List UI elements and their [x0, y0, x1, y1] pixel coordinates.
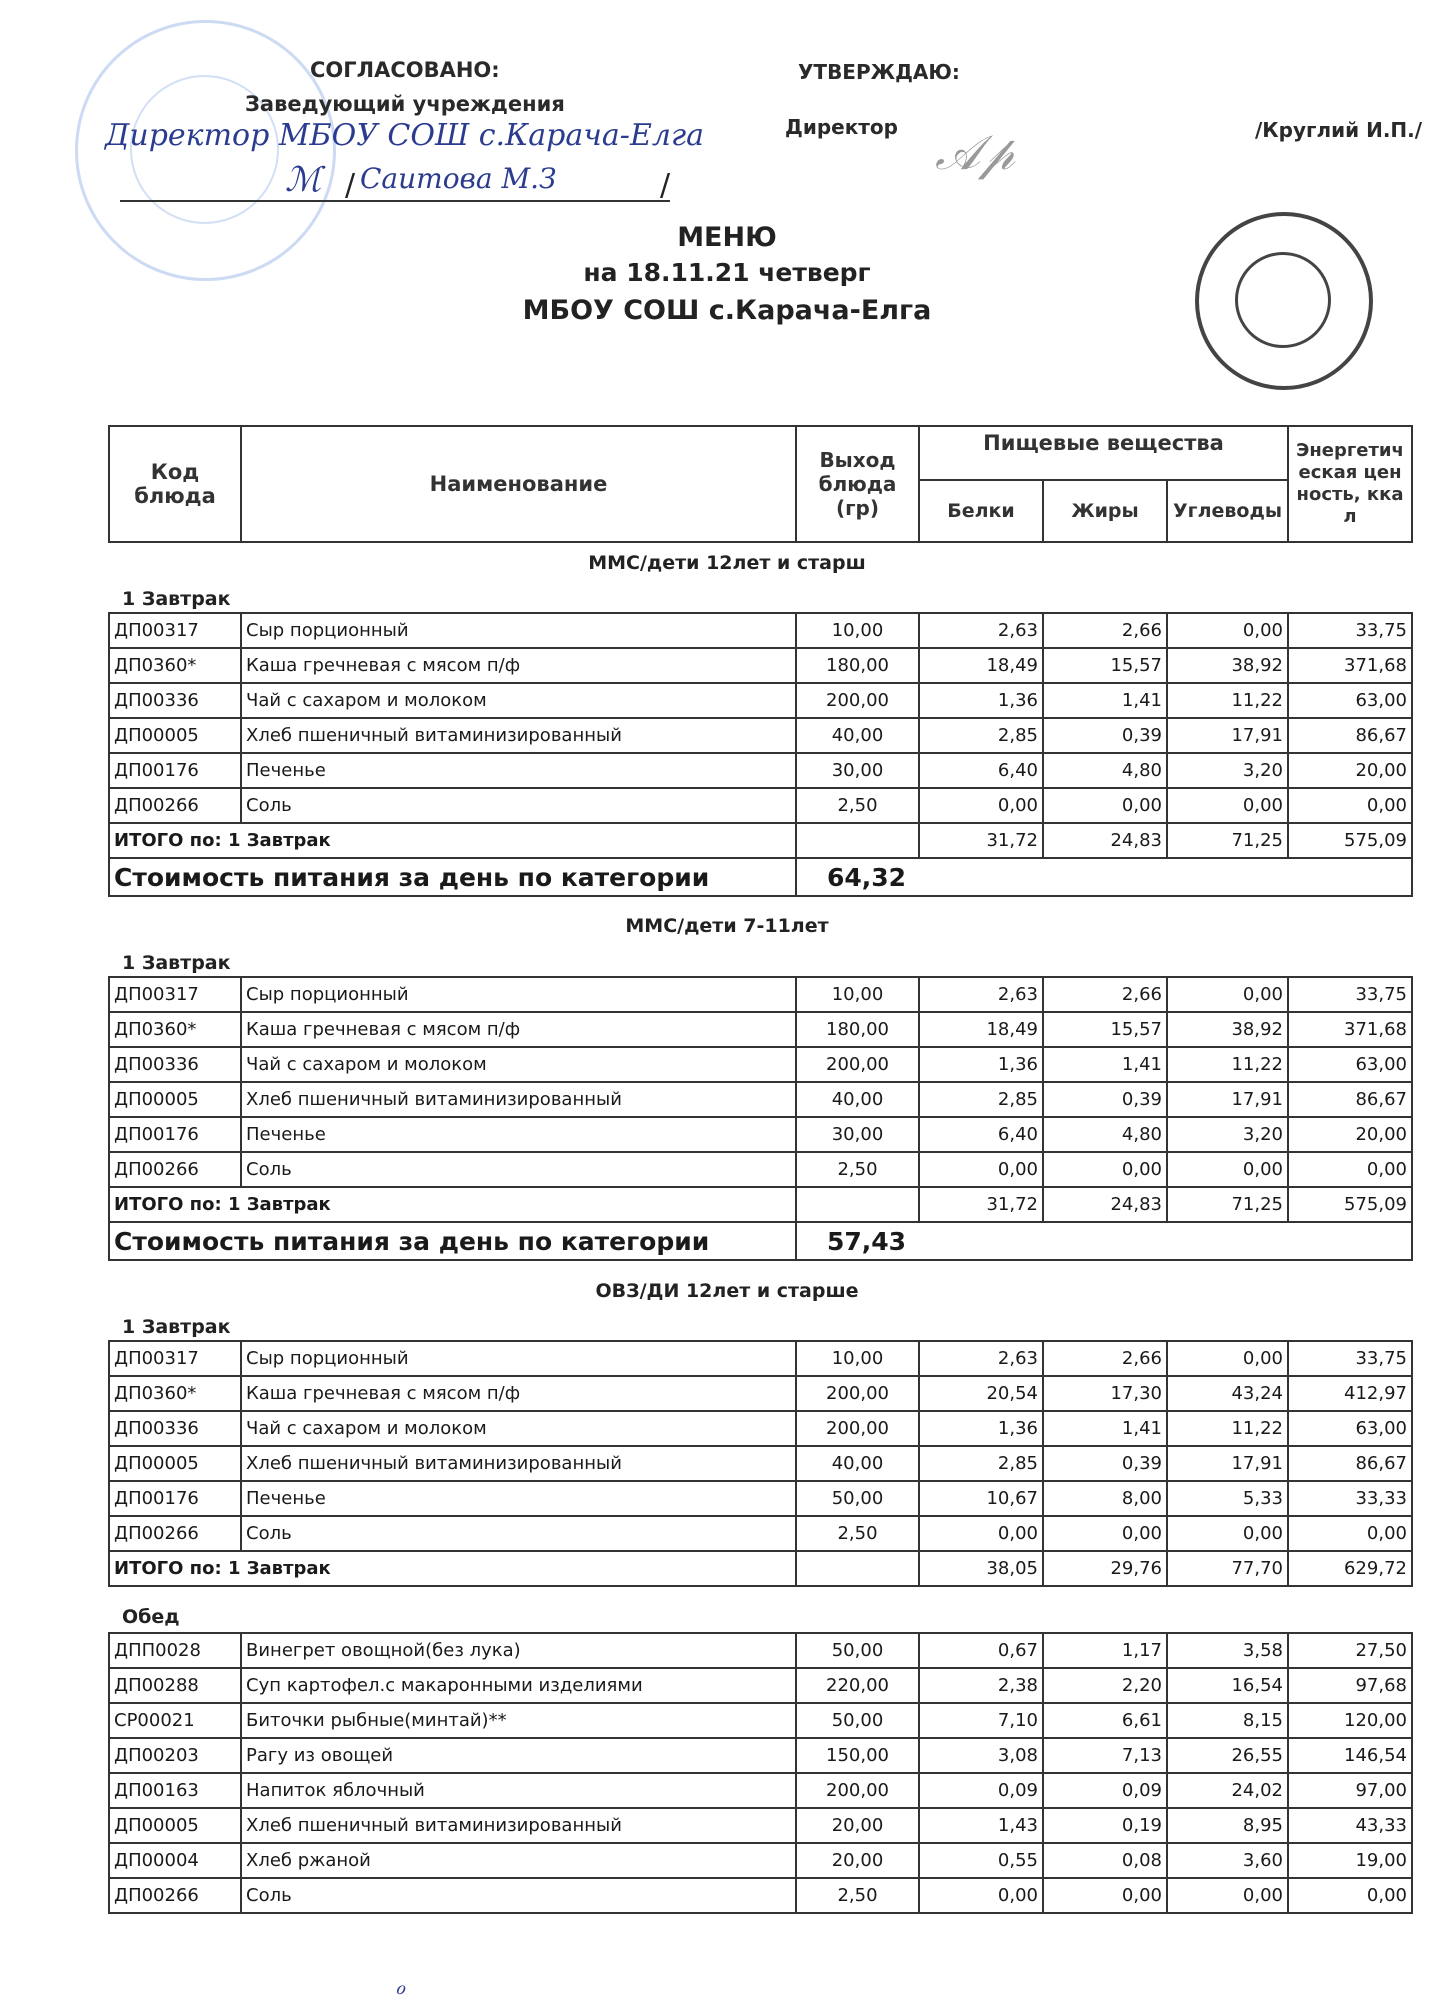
fats: 2,66: [1043, 1341, 1167, 1376]
menu-date: на 18.11.21 четверг: [583, 258, 871, 287]
dish-code: ДП0360*: [109, 648, 241, 683]
proteins: 0,00: [919, 1152, 1043, 1187]
fats: 0,19: [1043, 1808, 1167, 1843]
fats: 15,57: [1043, 1012, 1167, 1047]
dish-output: 200,00: [796, 1047, 919, 1082]
energy: 33,75: [1288, 1341, 1412, 1376]
dish-output: 150,00: [796, 1738, 919, 1773]
dish-code: ДП00004: [109, 1843, 241, 1878]
proteins: 2,85: [919, 1446, 1043, 1481]
dish-code: ДП00336: [109, 1411, 241, 1446]
slash-right: /: [660, 168, 671, 203]
proteins: 20,54: [919, 1376, 1043, 1411]
total-output: [796, 1187, 919, 1222]
carbs: 17,91: [1167, 718, 1288, 753]
total-energy: 629,72: [1288, 1551, 1412, 1586]
proteins: 18,49: [919, 1012, 1043, 1047]
dish-name: Рагу из овощей: [241, 1738, 796, 1773]
fats: 0,00: [1043, 1878, 1167, 1913]
header-code: Код блюда: [109, 426, 241, 542]
approve-position: Директор: [785, 115, 898, 139]
dish-name: Хлеб пшеничный витаминизированный: [241, 1082, 796, 1117]
table-row: [109, 1446, 1412, 1481]
dish-name: Печенье: [241, 1481, 796, 1516]
proteins: 2,63: [919, 613, 1043, 648]
dish-code: ДПП0028: [109, 1633, 241, 1668]
carbs: 0,00: [1167, 977, 1288, 1012]
proteins: 10,67: [919, 1481, 1043, 1516]
meal-label-lunch: Обед: [122, 1606, 180, 1628]
proteins: 0,00: [919, 788, 1043, 823]
energy: 27,50: [1288, 1633, 1412, 1668]
fats: 0,39: [1043, 718, 1167, 753]
total-energy: 575,09: [1288, 1187, 1412, 1222]
cost-value: 64,32: [796, 858, 1412, 896]
total-fats: 24,83: [1043, 823, 1167, 858]
energy: 86,67: [1288, 1082, 1412, 1117]
carbs: 26,55: [1167, 1738, 1288, 1773]
cost-row: [109, 858, 1412, 896]
carbs: 0,00: [1167, 788, 1288, 823]
fats: 15,57: [1043, 648, 1167, 683]
dish-output: 10,00: [796, 613, 919, 648]
approve-label: УТВЕРЖДАЮ:: [798, 60, 960, 84]
table-row: [109, 1808, 1412, 1843]
school-name: МБОУ СОШ с.Карача-Елга: [522, 295, 932, 326]
dish-output: 200,00: [796, 683, 919, 718]
fats: 4,80: [1043, 753, 1167, 788]
fats: 1,41: [1043, 683, 1167, 718]
energy: 0,00: [1288, 1152, 1412, 1187]
fats: 0,00: [1043, 1516, 1167, 1551]
menu-header-table: [108, 425, 1413, 543]
dish-output: 2,50: [796, 788, 919, 823]
table-row: [109, 1047, 1412, 1082]
carbs: 8,95: [1167, 1808, 1288, 1843]
approve-signer: /Круглий И.П./: [1255, 118, 1423, 142]
total-carbs: 77,70: [1167, 1551, 1288, 1586]
dish-name: Соль: [241, 1152, 796, 1187]
dish-output: 2,50: [796, 1878, 919, 1913]
header-fats: Жиры: [1043, 480, 1167, 542]
energy: 412,97: [1288, 1376, 1412, 1411]
energy: 63,00: [1288, 683, 1412, 718]
director-signature: 𝒜𝓅: [935, 125, 1015, 181]
dish-name: Хлеб пшеничный витаминизированный: [241, 718, 796, 753]
fats: 0,08: [1043, 1843, 1167, 1878]
fats: 6,61: [1043, 1703, 1167, 1738]
proteins: 2,38: [919, 1668, 1043, 1703]
energy: 0,00: [1288, 788, 1412, 823]
dish-name: Биточки рыбные(минтай)**: [241, 1703, 796, 1738]
energy: 97,68: [1288, 1668, 1412, 1703]
table-row: [109, 1516, 1412, 1551]
dish-code: ДП00163: [109, 1773, 241, 1808]
dish-output: 20,00: [796, 1808, 919, 1843]
dish-code: ДП00266: [109, 1878, 241, 1913]
total-fats: 24,83: [1043, 1187, 1167, 1222]
total-proteins: 31,72: [919, 1187, 1043, 1222]
header-proteins: Белки: [919, 480, 1043, 542]
total-label: ИТОГО по: 1 Завтрак: [109, 823, 796, 858]
dish-output: 220,00: [796, 1668, 919, 1703]
table-row: [109, 1738, 1412, 1773]
proteins: 0,00: [919, 1516, 1043, 1551]
table-row: [109, 1481, 1412, 1516]
proteins: 0,09: [919, 1773, 1043, 1808]
proteins: 0,67: [919, 1633, 1043, 1668]
energy: 20,00: [1288, 753, 1412, 788]
table-row: [109, 1341, 1412, 1376]
header-nutrients: Пищевые вещества: [919, 426, 1288, 480]
dish-name: Каша гречневая с мясом п/ф: [241, 1376, 796, 1411]
energy: 19,00: [1288, 1843, 1412, 1878]
total-fats: 29,76: [1043, 1551, 1167, 1586]
fats: 0,39: [1043, 1446, 1167, 1481]
proteins: 0,55: [919, 1843, 1043, 1878]
dish-code: ДП00266: [109, 1152, 241, 1187]
agreed-position: Заведующий учреждения: [245, 92, 565, 116]
table-row: [109, 1376, 1412, 1411]
proteins: 6,40: [919, 1117, 1043, 1152]
carbs: 16,54: [1167, 1668, 1288, 1703]
dish-name: Соль: [241, 788, 796, 823]
total-output: [796, 823, 919, 858]
dish-output: 200,00: [796, 1376, 919, 1411]
dish-code: ДП00176: [109, 1117, 241, 1152]
header-output: Выход блюда (гр): [796, 426, 919, 542]
fats: 8,00: [1043, 1481, 1167, 1516]
fats: 4,80: [1043, 1117, 1167, 1152]
total-label: ИТОГО по: 1 Завтрак: [109, 1187, 796, 1222]
dish-output: 50,00: [796, 1633, 919, 1668]
dish-output: 180,00: [796, 648, 919, 683]
dish-code: ДП0360*: [109, 1012, 241, 1047]
dish-code: ДП00317: [109, 977, 241, 1012]
agreed-handwritten-note: Директор МБОУ СОШ с.Карача-Елга: [105, 118, 704, 153]
agreed-signer-name: Саитова М.З: [360, 162, 557, 195]
dish-name: Чай с сахаром и молоком: [241, 1411, 796, 1446]
total-row: [109, 823, 1412, 858]
table-row: [109, 718, 1412, 753]
total-proteins: 38,05: [919, 1551, 1043, 1586]
table-row: [109, 613, 1412, 648]
dish-name: Винегрет овощной(без лука): [241, 1633, 796, 1668]
total-carbs: 71,25: [1167, 823, 1288, 858]
fats: 2,20: [1043, 1668, 1167, 1703]
dish-name: Суп картофел.с макаронными изделиями: [241, 1668, 796, 1703]
dish-name: Сыр порционный: [241, 977, 796, 1012]
proteins: 1,36: [919, 1047, 1043, 1082]
dish-output: 50,00: [796, 1481, 919, 1516]
bottom-handwriting: ℴ: [395, 1975, 406, 2000]
energy: 20,00: [1288, 1117, 1412, 1152]
proteins: 2,63: [919, 1341, 1043, 1376]
fats: 1,41: [1043, 1047, 1167, 1082]
carbs: 3,20: [1167, 753, 1288, 788]
table-row: [109, 788, 1412, 823]
dish-code: ДП0360*: [109, 1376, 241, 1411]
carbs: 3,58: [1167, 1633, 1288, 1668]
carbs: 11,22: [1167, 1047, 1288, 1082]
energy: 33,75: [1288, 613, 1412, 648]
dish-code: ДП00288: [109, 1668, 241, 1703]
dish-code: ДП00317: [109, 1341, 241, 1376]
dish-name: Хлеб пшеничный витаминизированный: [241, 1446, 796, 1481]
proteins: 7,10: [919, 1703, 1043, 1738]
fats: 7,13: [1043, 1738, 1167, 1773]
dish-code: ДП00005: [109, 1082, 241, 1117]
header-name: Наименование: [241, 426, 796, 542]
table-row: [109, 683, 1412, 718]
table-row: [109, 977, 1412, 1012]
energy: 86,67: [1288, 1446, 1412, 1481]
carbs: 0,00: [1167, 1152, 1288, 1187]
energy: 120,00: [1288, 1703, 1412, 1738]
fats: 0,39: [1043, 1082, 1167, 1117]
section-table-3: [108, 1340, 1413, 1587]
carbs: 11,22: [1167, 1411, 1288, 1446]
proteins: 6,40: [919, 753, 1043, 788]
table-row: [109, 1668, 1412, 1703]
carbs: 11,22: [1167, 683, 1288, 718]
total-label: ИТОГО по: 1 Завтрак: [109, 1551, 796, 1586]
energy: 0,00: [1288, 1878, 1412, 1913]
dish-output: 2,50: [796, 1152, 919, 1187]
energy: 146,54: [1288, 1738, 1412, 1773]
carbs: 0,00: [1167, 613, 1288, 648]
section-category-3: ОВЗ/ДИ 12лет и старше: [595, 1280, 859, 1302]
proteins: 1,43: [919, 1808, 1043, 1843]
section-category-1: ММС/дети 12лет и старш: [588, 552, 866, 574]
agreed-signature-mark: ℳ: [285, 160, 322, 200]
carbs: 3,60: [1167, 1843, 1288, 1878]
dish-output: 30,00: [796, 1117, 919, 1152]
section-category-2: ММС/дети 7-11лет: [625, 915, 829, 937]
carbs: 5,33: [1167, 1481, 1288, 1516]
dish-code: ДП00317: [109, 613, 241, 648]
carbs: 0,00: [1167, 1878, 1288, 1913]
proteins: 2,85: [919, 1082, 1043, 1117]
proteins: 0,00: [919, 1878, 1043, 1913]
dish-code: ДП00005: [109, 718, 241, 753]
carbs: 17,91: [1167, 1082, 1288, 1117]
energy: 63,00: [1288, 1047, 1412, 1082]
cost-value: 57,43: [796, 1222, 1412, 1260]
carbs: 38,92: [1167, 648, 1288, 683]
dish-code: ДП00266: [109, 788, 241, 823]
dish-code: ДП00176: [109, 753, 241, 788]
table-row: [109, 1082, 1412, 1117]
carbs: 43,24: [1167, 1376, 1288, 1411]
table-row: [109, 1633, 1412, 1668]
dish-name: Сыр порционный: [241, 613, 796, 648]
total-row: [109, 1551, 1412, 1586]
table-row: [109, 1117, 1412, 1152]
dish-output: 10,00: [796, 1341, 919, 1376]
total-row: [109, 1187, 1412, 1222]
table-row: [109, 1411, 1412, 1446]
carbs: 3,20: [1167, 1117, 1288, 1152]
dish-code: СР00021: [109, 1703, 241, 1738]
fats: 1,41: [1043, 1411, 1167, 1446]
dish-code: ДП00336: [109, 1047, 241, 1082]
energy: 43,33: [1288, 1808, 1412, 1843]
fats: 1,17: [1043, 1633, 1167, 1668]
table-row: [109, 1843, 1412, 1878]
slash-left: /: [345, 168, 356, 203]
fats: 0,00: [1043, 1152, 1167, 1187]
page-title: МЕНЮ: [677, 222, 777, 253]
dish-code: ДП00266: [109, 1516, 241, 1551]
dish-output: 40,00: [796, 1446, 919, 1481]
carbs: 38,92: [1167, 1012, 1288, 1047]
energy: 0,00: [1288, 1516, 1412, 1551]
dish-code: ДП00336: [109, 683, 241, 718]
dish-name: Каша гречневая с мясом п/ф: [241, 1012, 796, 1047]
table-row: [109, 1152, 1412, 1187]
dish-name: Соль: [241, 1516, 796, 1551]
dish-output: 40,00: [796, 1082, 919, 1117]
dish-code: ДП00176: [109, 1481, 241, 1516]
dish-name: Сыр порционный: [241, 1341, 796, 1376]
dish-output: 30,00: [796, 753, 919, 788]
meal-label-2: 1 Завтрак: [122, 952, 231, 974]
fats: 0,00: [1043, 788, 1167, 823]
cost-label: Стоимость питания за день по категории: [109, 858, 796, 896]
dish-code: ДП00005: [109, 1446, 241, 1481]
carbs: 0,00: [1167, 1516, 1288, 1551]
dish-name: Печенье: [241, 753, 796, 788]
energy: 33,75: [1288, 977, 1412, 1012]
proteins: 2,85: [919, 718, 1043, 753]
energy: 97,00: [1288, 1773, 1412, 1808]
dish-code: ДП00005: [109, 1808, 241, 1843]
table-row: [109, 753, 1412, 788]
energy: 86,67: [1288, 718, 1412, 753]
dish-name: Чай с сахаром и молоком: [241, 1047, 796, 1082]
dish-name: Чай с сахаром и молоком: [241, 683, 796, 718]
dish-output: 180,00: [796, 1012, 919, 1047]
table-row: [109, 648, 1412, 683]
header-energy: Энергетическая ценность, ккал: [1288, 426, 1412, 542]
lunch-table: [108, 1632, 1413, 1914]
fats: 17,30: [1043, 1376, 1167, 1411]
table-row: [109, 1773, 1412, 1808]
table-row: [109, 1703, 1412, 1738]
total-energy: 575,09: [1288, 823, 1412, 858]
energy: 33,33: [1288, 1481, 1412, 1516]
dish-output: 2,50: [796, 1516, 919, 1551]
fats: 0,09: [1043, 1773, 1167, 1808]
dish-name: Каша гречневая с мясом п/ф: [241, 648, 796, 683]
energy: 63,00: [1288, 1411, 1412, 1446]
agreed-label: СОГЛАСОВАНО:: [310, 58, 500, 82]
carbs: 17,91: [1167, 1446, 1288, 1481]
dish-name: Соль: [241, 1878, 796, 1913]
proteins: 2,63: [919, 977, 1043, 1012]
dish-name: Хлеб пшеничный витаминизированный: [241, 1808, 796, 1843]
dish-output: 200,00: [796, 1411, 919, 1446]
fats: 2,66: [1043, 977, 1167, 1012]
agreed-signature-line: [120, 200, 670, 202]
meal-label-1: 1 Завтрак: [122, 588, 231, 610]
total-output: [796, 1551, 919, 1586]
meal-label-3: 1 Завтрак: [122, 1316, 231, 1338]
energy: 371,68: [1288, 1012, 1412, 1047]
proteins: 1,36: [919, 1411, 1043, 1446]
proteins: 3,08: [919, 1738, 1043, 1773]
carbs: 24,02: [1167, 1773, 1288, 1808]
dish-output: 20,00: [796, 1843, 919, 1878]
dish-name: Напиток яблочный: [241, 1773, 796, 1808]
carbs: 8,15: [1167, 1703, 1288, 1738]
header-carbs: Углеводы: [1167, 480, 1288, 542]
fats: 2,66: [1043, 613, 1167, 648]
proteins: 18,49: [919, 648, 1043, 683]
energy: 371,68: [1288, 648, 1412, 683]
dish-output: 50,00: [796, 1703, 919, 1738]
proteins: 1,36: [919, 683, 1043, 718]
total-proteins: 31,72: [919, 823, 1043, 858]
dish-output: 10,00: [796, 977, 919, 1012]
cost-label: Стоимость питания за день по категории: [109, 1222, 796, 1260]
dish-name: Хлеб ржаной: [241, 1843, 796, 1878]
table-row: [109, 1012, 1412, 1047]
table-row: [109, 1878, 1412, 1913]
total-carbs: 71,25: [1167, 1187, 1288, 1222]
dish-output: 40,00: [796, 718, 919, 753]
carbs: 0,00: [1167, 1341, 1288, 1376]
cost-row: [109, 1222, 1412, 1260]
dish-output: 200,00: [796, 1773, 919, 1808]
dish-name: Печенье: [241, 1117, 796, 1152]
section-table-2: [108, 976, 1413, 1261]
section-table-1: [108, 612, 1413, 897]
dish-code: ДП00203: [109, 1738, 241, 1773]
